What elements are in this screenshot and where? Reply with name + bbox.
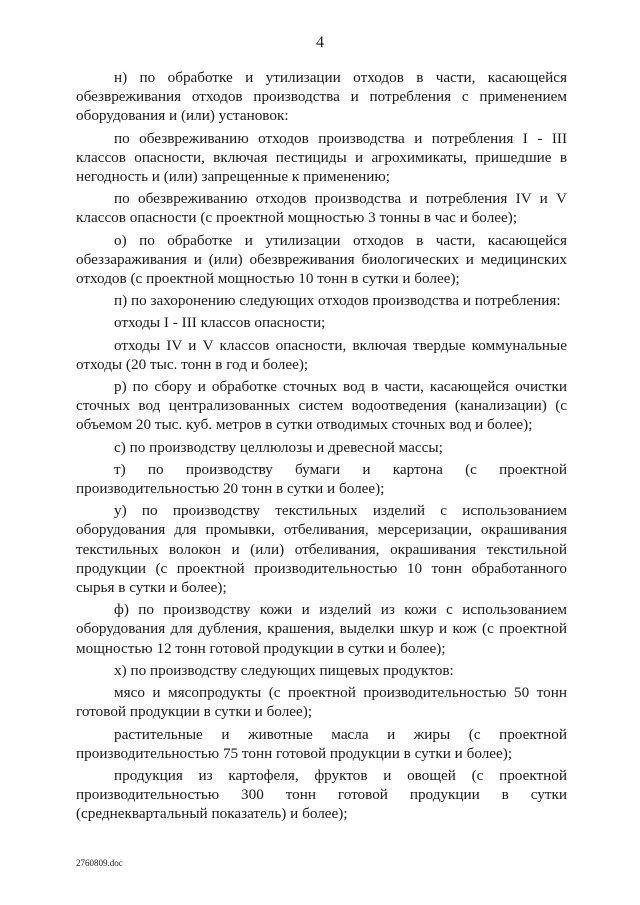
paragraph-waste-class-1-3: отходы I - III классов опасности; xyxy=(114,314,326,332)
document-file-code: 2760809.doc xyxy=(76,858,123,868)
page-number: 4 xyxy=(316,34,324,51)
paragraph-item-f: ф) по производству кожи и изделий из кожи с использованием оборудования для дубления, крашения, выделки шкур и кож (с проектной мощностью 12 тонн готовой продукции в сутки и более); xyxy=(76,601,567,657)
document-body xyxy=(76,68,567,824)
paragraph-potato-fruit-veg: продукция из картофеля, фруктов и овощей (с проектной производительностью 300 тонн готовой продукции в сутки (среднеквартальный показатель) и более); xyxy=(76,766,567,823)
paragraph-hazard-class-4-5: по обезвреживанию отходов производства и потребления IV и V классов опасности (с проектной мощностью 3 тонны в час и более); xyxy=(76,190,567,227)
paragraph-item-kh: х) по производству следующих пищевых продуктов: xyxy=(114,661,454,679)
paragraph-item-t: т) по производству бумаги и картона (с проектной производительностью 20 тонн в сутки и более); xyxy=(76,460,567,498)
paragraph-meat-products: мясо и мясопродукты (с проектной производительностью 50 тонн готовой продукции в сутки и более); xyxy=(76,684,567,721)
paragraph-waste-class-4-5: отходы IV и V классов опасности, включая твердые коммунальные отходы (20 тыс. тонн в год и более); xyxy=(76,336,567,373)
paragraph-item-o: о) по обработке и утилизации отходов в части, касающейся обеззараживания и (или) обезвреживания биологических и медицинских отходов (с проектной мощностью 10 тонн в сутки и более); xyxy=(76,231,567,288)
paragraph-oils-fats: растительные и животные масла и жиры (с проектной производительностью 75 тонн готовой продукции в сутки и более); xyxy=(76,725,567,762)
paragraph-hazard-class-1-3: по обезвреживанию отходов производства и потребления I - III классов опасности, включая пестициды и агрохимикаты, пришедшие в негодность и (или) запрещенные к применению; xyxy=(76,129,567,186)
paragraph-item-p: п) по захоронению следующих отходов производства и потребления: xyxy=(114,292,561,310)
paragraph-item-r: р) по сбору и обработке сточных вод в части, касающейся очистки сточных вод централизованных систем водоотведения (канализации) (с объемом 20 тыс. куб. метров в сутки отводимых сточных вод и более); xyxy=(76,378,567,434)
paragraph-item-s: с) по производству целлюлозы и древесной массы; xyxy=(114,438,443,456)
paragraph-item-n: н) по обработке и утилизации отходов в части, касающейся обезвреживания отходов производства и потребления с применением оборудования и (или) установок: xyxy=(76,69,567,125)
paragraph-item-u: у) по производству текстильных изделий с использованием оборудования для промывки, отбеливания, мерсеризации, окрашивания текстильных волокон и (или) отбеливания, окрашивания текстильной продукции (с проектной производительностью 10 тонн обработанного сырья в сутки и более); xyxy=(76,502,567,597)
